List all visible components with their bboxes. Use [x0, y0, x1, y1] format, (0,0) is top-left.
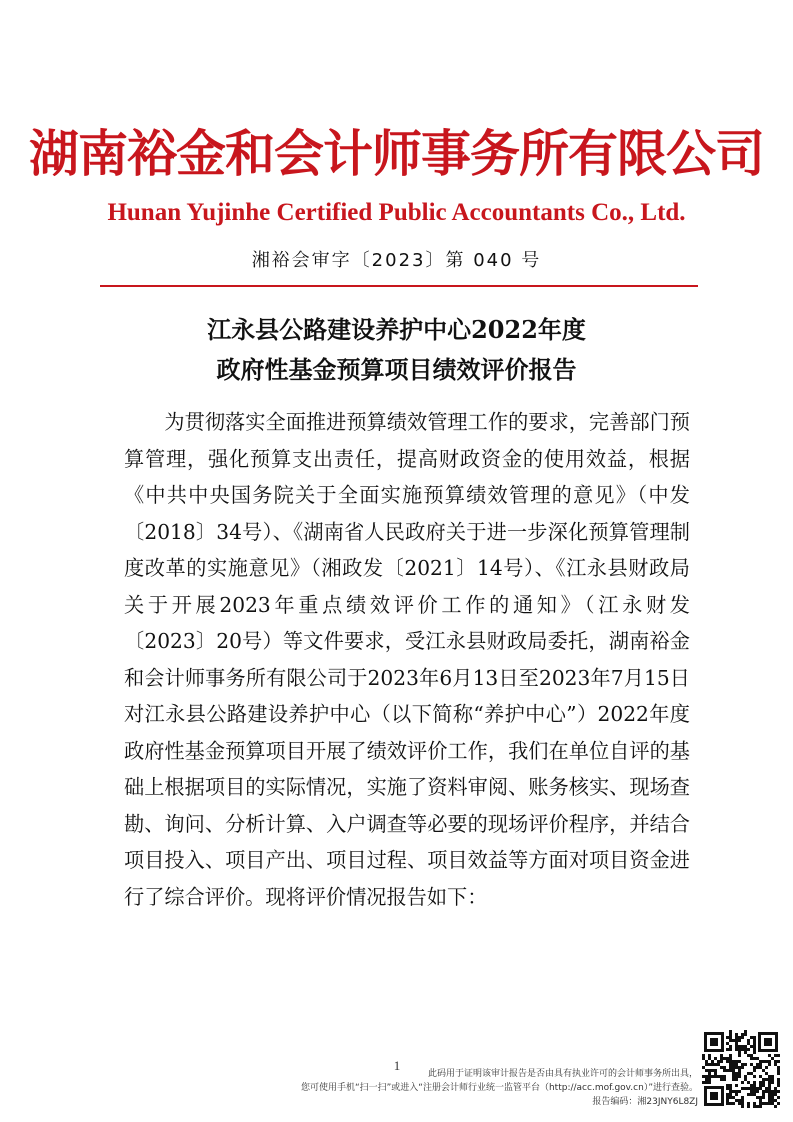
report-title-line-2: 政府性基金预算项目绩效评价报告 [216, 355, 577, 384]
letterhead-divider [100, 285, 698, 287]
verification-note-line-1: 此码用于证明该审计报告是否由具有执业许可的会计师事务所出具， [427, 1069, 698, 1079]
firm-name-cn: 湖南裕金和会计师事务所有限公司 [29, 124, 764, 183]
document-number: 湘裕会审字〔2023〕第 040 号 [251, 250, 542, 271]
body-paragraph: 为贯彻落实全面推进预算绩效管理工作的要求，完善部门预算管理，强化预算支出责任，提高财政资金的使用效益，根据《中共中央国务院关于全面实施预算绩效管理的意见》（中发〔2018〕34号）、《湖南省人民政府关于进一步深化预算管理制度改革的实施意见》（湘政发〔2021〕14号）、《江永县财政局关于开展2023年重点绩效评价工作的通知》（江永财发〔2023〕20号）等文件要求，受江永县财政局委托，湖南裕金和会计师事务所有限公司于2023年6月13日至2023年7月15日对江永县公路建设养护中心（以下简称“养护中心”）2022年度政府性基金预算项目开展了绩效评价工作，我们在单位自评的基础上根据项目的实际情况，实施了资料审阅、账务核实、现场查勘、询问、分析计算、入户调查等必要的现场评价程序，并结合项目投入、项目产出、项目过程、项目效益等方面对项目资金进行了综合评价。现将评价情况报告如下： [124, 410, 690, 909]
report-code: 报告编码：湘23JNY6L8ZJ [592, 1097, 698, 1107]
report-title-line-1: 江永县公路建设养护中心2022年度 [207, 315, 586, 344]
firm-name-en: Hunan Yujinhe Certified Public Accountants Co., Ltd. [107, 199, 686, 226]
verification-note-line-2: 您可使用手机“扫一扫”或进入“注册会计师行业统一监管平台（http://acc.mof.gov.cn）”进行查验。 [300, 1083, 698, 1093]
page-number: 1 [393, 1058, 401, 1073]
qr-code-icon [702, 1030, 780, 1108]
report-body [124, 404, 690, 915]
